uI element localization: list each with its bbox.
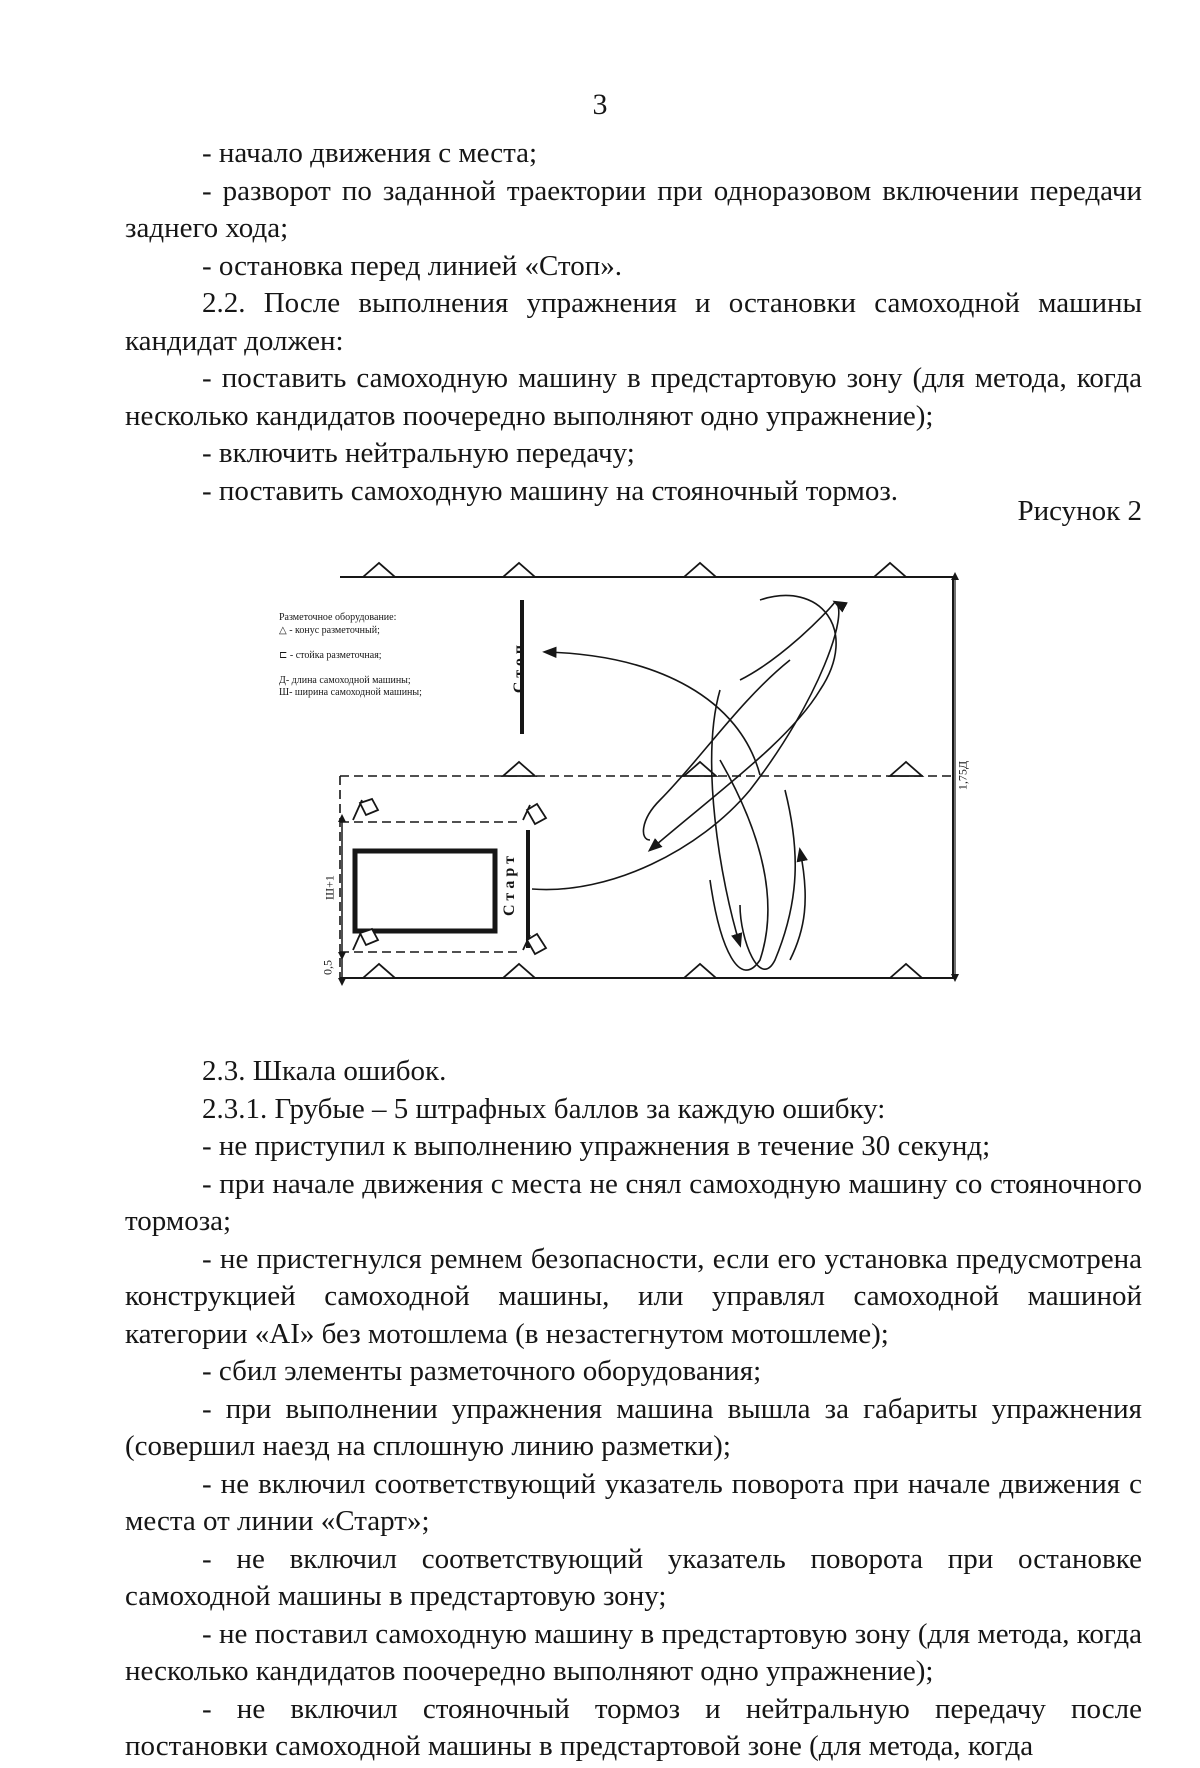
trajectory-left-arc: [740, 790, 795, 969]
paragraph: - при начале движения с места не снял самоходную машину со стояночного тормоза;: [125, 1167, 1142, 1237]
legend-line: Д- длина самоходной машины;: [279, 674, 411, 686]
page-number: 3: [592, 88, 608, 121]
paragraph: - начало движения с места;: [202, 137, 538, 169]
trajectory-up: [790, 850, 805, 960]
start-label: Старт: [501, 852, 518, 916]
paragraph: 2.3.1. Грубые – 5 штрафных баллов за каждую ошибку:: [202, 1092, 886, 1125]
dim-width-label: Ш+1: [322, 875, 337, 900]
cone-icon: [363, 563, 395, 577]
paragraph: - не приступил к выполнению упражнения в течение 30 секунд;: [202, 1130, 991, 1162]
trajectory-arc-right: [650, 596, 836, 850]
trajectory-forward: [532, 602, 839, 890]
legend-line: [279, 662, 509, 675]
cones: [363, 563, 922, 978]
paragraph: - не включил соответствующий указатель поворота при начале движения с места от линии «Старт»;: [125, 1467, 1142, 1537]
top-text-block: [125, 135, 1142, 510]
cone-icon: [890, 762, 922, 776]
trajectory-reverse-arc: [643, 660, 790, 840]
figure-caption: Рисунок 2: [1017, 495, 1142, 527]
cone-icon: [890, 964, 922, 978]
paragraph: - не включил соответствующий указатель поворота при остановке самоходной машины в предстартовую зону;: [125, 1542, 1142, 1612]
post-icon: [353, 799, 378, 820]
cone-icon: [503, 762, 535, 776]
paragraph: - поставить самоходную машину в предстартовую зону (для метода, когда несколько кандидатов поочередно выполняют одно упражнение);: [125, 362, 1142, 432]
cone-icon: [874, 563, 906, 577]
paragraph: 2.3. Шкала ошибок.: [202, 1055, 447, 1087]
post-icon: [523, 934, 546, 954]
paragraph: - при выполнении упражнения машина вышла за габариты упражнения (совершил наезд на сплошную линию разметки);: [125, 1392, 1142, 1462]
paragraph: - поставить самоходную машину на стояночный тормоз.: [202, 474, 899, 507]
legend-line: Ш- ширина самоходной машины;: [279, 687, 422, 698]
legend-line: Разметочное оборудование:: [279, 612, 397, 623]
cone-icon: [503, 563, 535, 577]
stop-label: Стоп: [511, 640, 528, 694]
dim-height-label: 1,75Д: [955, 760, 970, 791]
diagram-legend: [279, 612, 509, 700]
dim-arrows: [338, 572, 959, 986]
dim-half-label: 0,5: [320, 960, 335, 975]
cone-icon: [503, 964, 535, 978]
paragraph: - не поставил самоходную машину в предстартовую зону (для метода, когда несколько кандидатов поочередно выполняют одно упражнение);: [125, 1617, 1142, 1687]
cone-icon: [684, 964, 716, 978]
post-icon: [353, 929, 378, 950]
paragraph: - остановка перед линией «Стоп».: [202, 249, 622, 282]
bottom-text-block: [125, 1053, 1142, 1766]
paragraph: 2.2. После выполнения упражнения и остановки самоходной машины кандидат должен:: [125, 287, 1142, 357]
paragraph: - не включил стояночный тормоз и нейтральную передачу после постановки самоходной машины в предстартовой зоне (для метода, когда: [125, 1692, 1142, 1762]
paragraph: - включить нейтральную передачу;: [202, 437, 635, 469]
cone-icon: [684, 762, 716, 776]
cone-icon: [684, 563, 716, 577]
cone-icon: [363, 964, 395, 978]
paragraph: - не пристегнулся ремнем безопасности, если его установка предусмотрена конструкцией самоходной машины, или управлял самоходной машиной категории «AI» без мотошлема (в незастегнутом мотошлеме);: [125, 1242, 1142, 1350]
trajectory-down: [712, 690, 740, 945]
paragraph: - сбил элементы разметочного оборудования;: [202, 1355, 762, 1387]
paragraph: - разворот по заданной траектории при одноразовом включении передачи заднего хода;: [125, 174, 1142, 244]
trajectory-loop-top: [740, 602, 835, 680]
legend-line: △ - конус разметочный;: [279, 624, 380, 636]
trajectory-loop-bottom: [710, 760, 768, 970]
legend-line: [279, 637, 509, 650]
post-icon: [523, 804, 546, 824]
posts: [353, 799, 546, 954]
legend-line: ⊏ - стойка разметочная;: [279, 649, 382, 661]
trajectory-to-stop: [545, 652, 760, 775]
vehicle-rectangle: [355, 851, 495, 931]
